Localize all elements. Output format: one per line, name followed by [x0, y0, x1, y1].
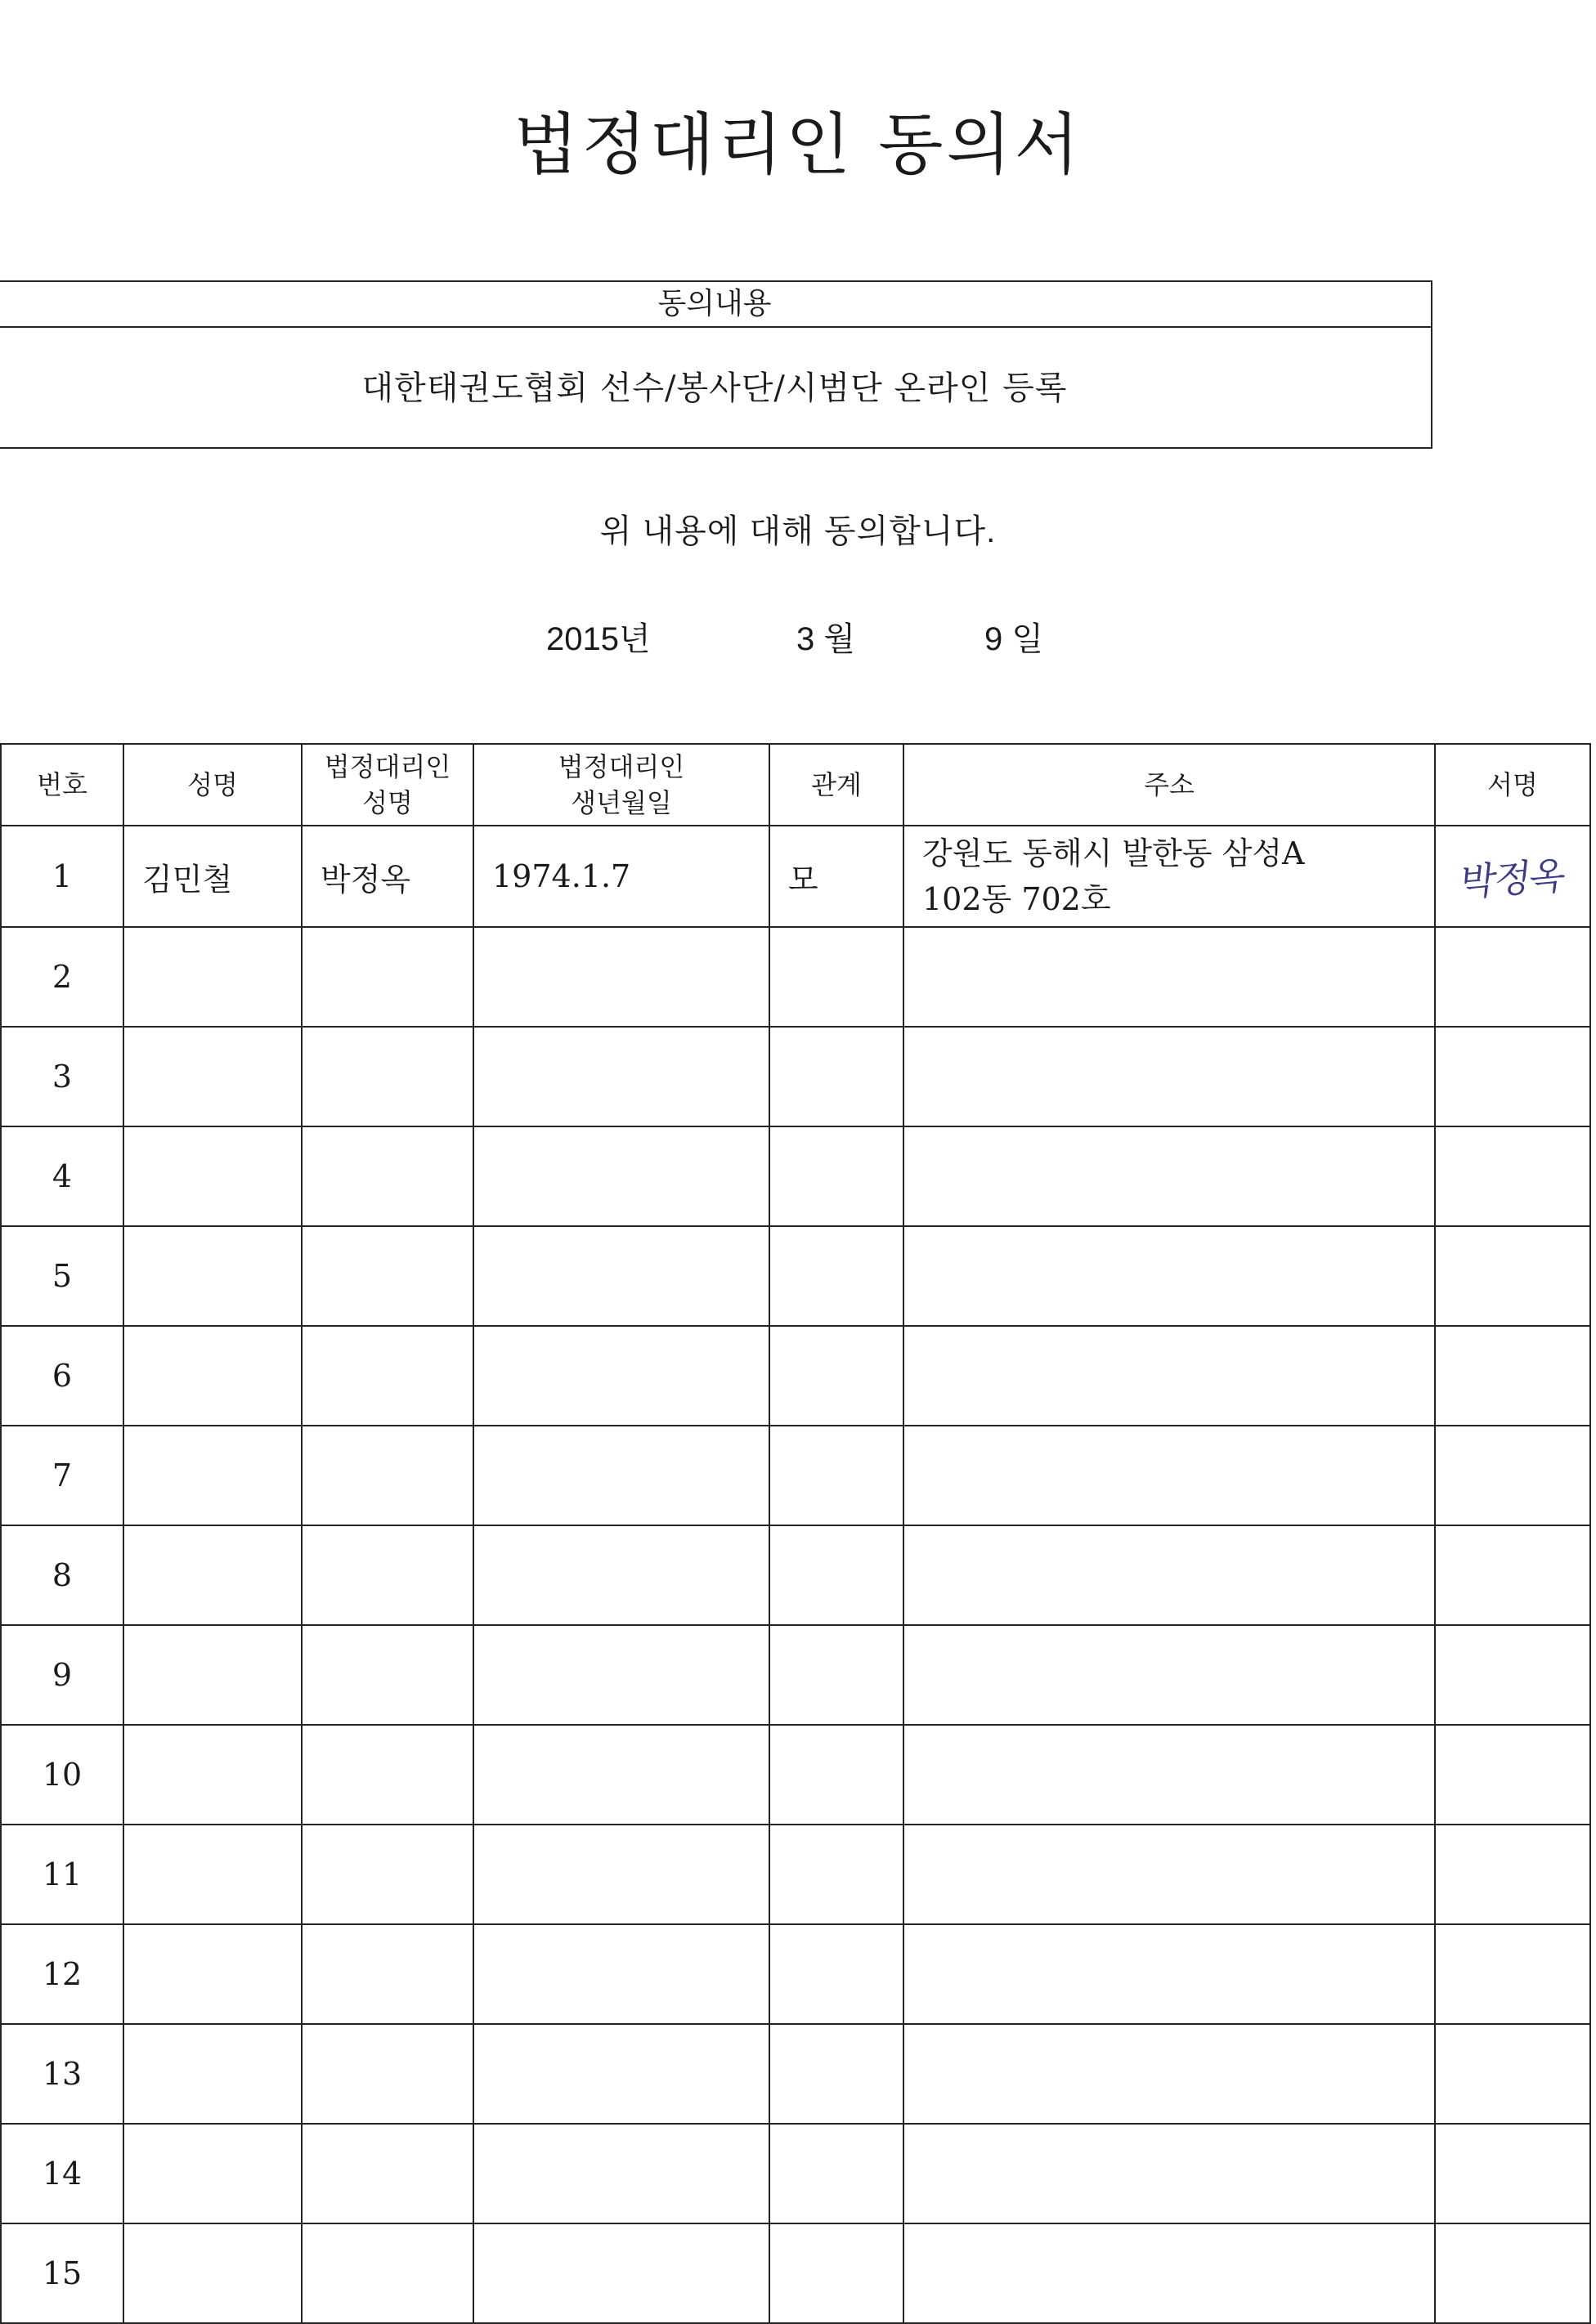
row-number: 15 — [1, 2223, 123, 2323]
row-relation: 모 — [769, 826, 903, 927]
table-row — [1, 2024, 1590, 2124]
row-number: 8 — [1, 1525, 123, 1625]
row-name — [123, 1126, 302, 1226]
row-number: 4 — [1, 1126, 123, 1226]
header-number: 번호 — [1, 744, 123, 826]
agreement-statement: 위 내용에 대해 동의합니다. — [599, 513, 997, 549]
row-relation — [769, 927, 903, 1027]
table-row — [1, 1027, 1590, 1126]
document-title: 법정대리인 동의서 — [513, 106, 1083, 184]
date-day: 9 일 — [984, 621, 1043, 657]
row-number: 12 — [1, 1924, 123, 2024]
row-address — [903, 1625, 1435, 1725]
header-name: 성명 — [123, 744, 302, 826]
row-name — [123, 1625, 302, 1725]
row-relation — [769, 1027, 903, 1126]
header-signature: 서명 — [1435, 744, 1590, 826]
table-row — [1, 1525, 1590, 1625]
row-name — [123, 1924, 302, 2024]
row-relation — [769, 1226, 903, 1326]
table-row — [1, 826, 1590, 927]
row-signature — [1435, 2124, 1590, 2223]
row-name: 김민철 — [123, 826, 302, 927]
row-name — [123, 2124, 302, 2223]
row-number: 2 — [1, 927, 123, 1027]
row-name — [123, 1226, 302, 1326]
row-guardian-birth — [473, 1226, 769, 1326]
consent-header: 동의내용 — [0, 282, 1431, 328]
row-number: 5 — [1, 1226, 123, 1326]
row-signature — [1435, 826, 1590, 927]
row-address — [903, 826, 1435, 927]
table-row — [1, 1725, 1590, 1825]
table-row — [1, 1126, 1590, 1226]
row-guardian-name — [302, 1924, 473, 2024]
row-guardian-name — [302, 1326, 473, 1426]
row-guardian-birth — [473, 1326, 769, 1426]
row-number: 13 — [1, 2024, 123, 2124]
row-name — [123, 1326, 302, 1426]
row-guardian-birth — [473, 1825, 769, 1924]
row-guardian-birth — [473, 1126, 769, 1226]
handwritten-signature: 박정옥 — [1458, 853, 1567, 905]
row-guardian-name — [302, 1126, 473, 1226]
row-number: 7 — [1, 1426, 123, 1525]
date-year: 2015년 — [546, 621, 651, 657]
row-relation — [769, 1625, 903, 1725]
row-address — [903, 1326, 1435, 1426]
row-signature — [1435, 927, 1590, 1027]
row-relation — [769, 1924, 903, 2024]
row-name — [123, 2024, 302, 2124]
row-guardian-name — [302, 1027, 473, 1126]
row-name — [123, 1426, 302, 1525]
row-name — [123, 927, 302, 1027]
header-guardian-birth-line2: 생년월일 — [571, 787, 672, 818]
row-signature — [1435, 1226, 1590, 1326]
row-address-line2: 102동 702호 — [922, 881, 1111, 917]
row-guardian-birth — [473, 2024, 769, 2124]
row-name — [123, 1825, 302, 1924]
row-name — [123, 1725, 302, 1825]
row-relation — [769, 2124, 903, 2223]
row-address — [903, 1226, 1435, 1326]
table-header-row — [1, 744, 1590, 826]
row-address — [903, 1027, 1435, 1126]
row-number: 1 — [1, 826, 123, 927]
header-guardian-birth-line1: 법정대리인 — [558, 751, 685, 782]
table-row — [1, 1426, 1590, 1525]
row-guardian-name: 박정옥 — [302, 826, 473, 927]
row-relation — [769, 1825, 903, 1924]
row-number: 3 — [1, 1027, 123, 1126]
row-number: 11 — [1, 1825, 123, 1924]
row-relation — [769, 2024, 903, 2124]
table-row — [1, 927, 1590, 1027]
row-address — [903, 1825, 1435, 1924]
header-guardian-name — [302, 744, 473, 826]
table-row — [1, 2124, 1590, 2223]
row-signature — [1435, 1924, 1590, 2024]
row-signature — [1435, 1725, 1590, 1825]
row-signature — [1435, 1326, 1590, 1426]
row-guardian-birth — [473, 1625, 769, 1725]
row-relation — [769, 1126, 903, 1226]
row-address — [903, 1426, 1435, 1525]
row-relation — [769, 1326, 903, 1426]
table-row — [1, 1825, 1590, 1924]
row-guardian-name — [302, 2124, 473, 2223]
row-guardian-birth — [473, 1725, 769, 1825]
row-address — [903, 1725, 1435, 1825]
table-row — [1, 1226, 1590, 1326]
row-relation — [769, 1725, 903, 1825]
table-row — [1, 1326, 1590, 1426]
row-guardian-name — [302, 2024, 473, 2124]
header-guardian-name-line2: 성명 — [362, 787, 413, 818]
row-address — [903, 927, 1435, 1027]
row-number: 9 — [1, 1625, 123, 1725]
row-guardian-birth — [473, 1525, 769, 1625]
row-number: 6 — [1, 1326, 123, 1426]
row-signature — [1435, 1525, 1590, 1625]
row-guardian-name — [302, 927, 473, 1027]
row-relation — [769, 1525, 903, 1625]
header-address: 주소 — [903, 744, 1435, 826]
row-guardian-name — [302, 1525, 473, 1625]
consent-content: 대한태권도협회 선수/봉사단/시범단 온라인 등록 — [361, 369, 1068, 407]
row-number: 10 — [1, 1725, 123, 1825]
registration-table — [0, 743, 1591, 2324]
row-address — [903, 2024, 1435, 2124]
row-address — [903, 1525, 1435, 1625]
row-number: 14 — [1, 2124, 123, 2223]
row-guardian-birth — [473, 1426, 769, 1525]
row-signature — [1435, 1027, 1590, 1126]
row-guardian-name — [302, 1825, 473, 1924]
row-guardian-birth: 1974.1.7 — [473, 826, 769, 927]
date-month: 3 월 — [796, 621, 855, 657]
row-address — [903, 2124, 1435, 2223]
row-signature — [1435, 1126, 1590, 1226]
row-address — [903, 1924, 1435, 2024]
row-address-line1: 강원도 동해시 발한동 삼성A — [922, 835, 1305, 871]
header-relation: 관계 — [769, 744, 903, 826]
row-guardian-birth — [473, 1924, 769, 2024]
row-guardian-birth — [473, 2124, 769, 2223]
row-signature — [1435, 1625, 1590, 1725]
row-guardian-name — [302, 1426, 473, 1525]
row-relation — [769, 1426, 903, 1525]
row-guardian-birth — [473, 927, 769, 1027]
header-guardian-name-line1: 법정대리인 — [324, 751, 451, 782]
row-guardian-birth — [473, 1027, 769, 1126]
row-address — [903, 1126, 1435, 1226]
header-guardian-birth — [473, 744, 769, 826]
row-signature — [1435, 2024, 1590, 2124]
table-row — [1, 1625, 1590, 1725]
row-guardian-name — [302, 1625, 473, 1725]
row-signature — [1435, 1825, 1590, 1924]
row-name — [123, 1525, 302, 1625]
row-name — [123, 1027, 302, 1126]
table-row — [1, 1924, 1590, 2024]
row-guardian-name — [302, 1226, 473, 1326]
consent-box — [0, 280, 1432, 449]
row-guardian-name — [302, 1725, 473, 1825]
row-signature — [1435, 1426, 1590, 1525]
